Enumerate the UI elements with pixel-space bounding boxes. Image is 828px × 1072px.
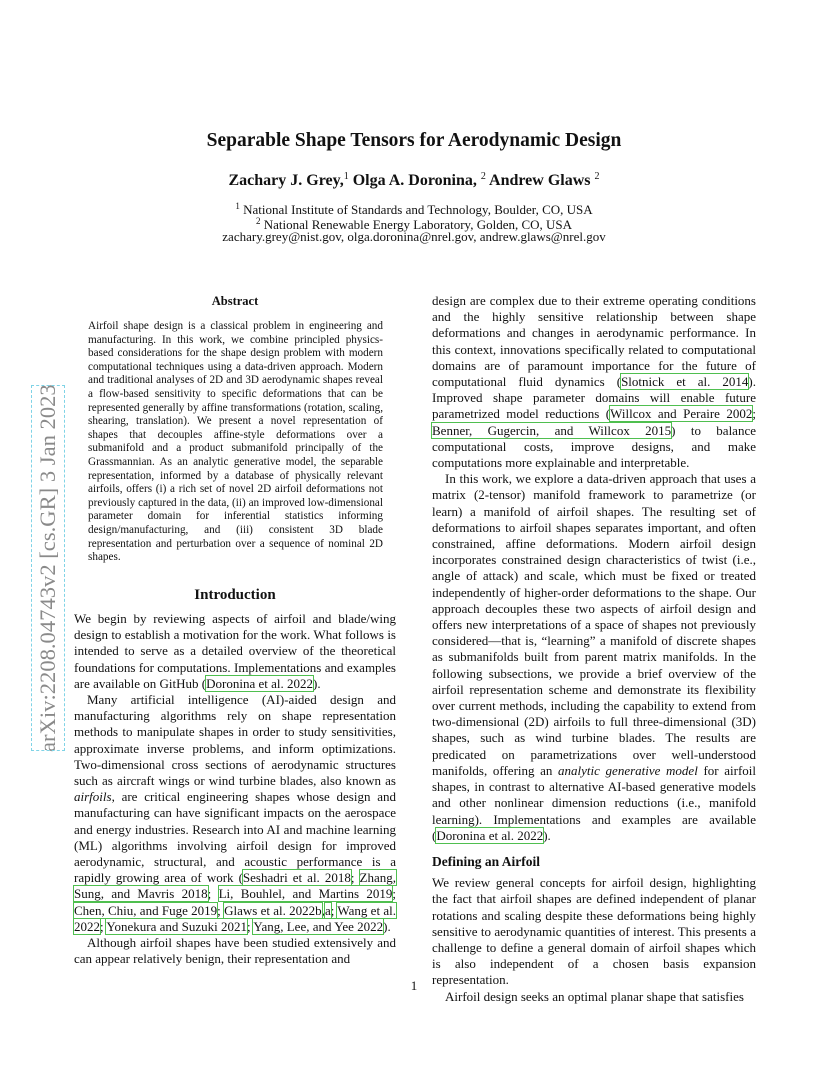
paragraph (432, 471, 756, 844)
citation-link[interactable]: Benner, Gugercin, and Willcox 2015 (432, 422, 672, 438)
text-run: ). Improved shape parameter domains will enable future parametrized model reductions ( (432, 374, 756, 422)
text-run: for airfoil shapes, in contrast to alternative AI-based generative models and other nonlinear dimension reductions (i.e., manifold learning). Implementations and examples are available ( (432, 762, 757, 843)
affiliation-mark: 1 (235, 201, 240, 211)
citation-link[interactable]: Seshadri et al. 2018 (242, 870, 351, 886)
citation-link[interactable]: Li, Bouhlel, and Martins 2019 (218, 886, 393, 902)
introduction-body (74, 611, 396, 967)
citation-link[interactable]: Slotnick et al. 2014 (621, 374, 749, 390)
author-affil-mark: 2 (594, 171, 600, 182)
citation-link[interactable]: Doronina et al. 2022 (206, 675, 313, 691)
text-run: Many artificial intelligence (AI)-aided design and manufacturing algorithms rely on shape representation methods to manipulate shapes in order to study sensitivities, approximate inverse problems, and inform optimizations. Two-dimensional cross sections of aerodynamic structures such as aircraft wings or wind turbine blades, also known as (74, 692, 396, 789)
affiliation-mark: 2 (255, 216, 261, 226)
abstract-body: Airfoil shape design is a classical problem in engineering and manufacturing. In this work, we combine principled physics-based considerations for the shape design problem with modern computational techniques using a data-driven approach. Modern and traditional analyses of 2D and 3D aerodynamic shapes reveal a flow-based sensitivity to specific deformations that can be represented generally by affine transformations (rotation, scaling, shearing, translation). We present a novel representation of shapes that decouples affine-style deformations over a submanifold and a product submanifold principally of the Grassmannian. As an analytic generative model, the separable representation, informed by a database of physically relevant airfoils, offers (i) a rich set of novel 2D airfoil deformations not previously captured in the data, (ii) an improved low-dimensional parameter domain for inferential statistics informing design/manufacturing, and (iii) consistent 3D blade representation and perturbation over a sequence of nominal 2D shapes. (88, 320, 383, 564)
author-name: Zachary J. Grey, (228, 172, 344, 189)
text-run: ) to balance computational costs, improve designs, and make computations more explainable and interpretable. (432, 422, 756, 471)
text-run: ). (313, 675, 321, 691)
right-column-body (432, 293, 756, 1005)
arxiv-id[interactable]: arXiv:2208.04743v2 [cs.GR] 3 Jan 2023 (28, 382, 68, 754)
citation-link[interactable]: Willcox and Peraire 2002 (610, 406, 753, 422)
text-run: design are complex due to their extreme operating conditions and the highly sensitive relationship between shape deformations and changes in aerodynamic performance. In this context, innovations specifically related to computational domains are of paramount importance for the future of computational fluid dynamics ( (432, 293, 756, 390)
paragraph (74, 611, 396, 692)
citation-link[interactable]: Doronina et al. 2022 (436, 827, 544, 843)
author-affil-mark: 2 (480, 171, 486, 182)
author-name: Olga A. Doronina, (352, 172, 477, 189)
page-number: 1 (410, 978, 418, 993)
subsection-heading-defining-an-airfoil: Defining an Airfoil (432, 853, 541, 869)
abstract-heading: Abstract (211, 294, 259, 308)
citation-link[interactable]: Wang et al. 2022 (74, 902, 396, 934)
emphasis: analytic generative model (558, 762, 698, 778)
paragraph: Many artificial intelligence (AI)-aided design and manufacturing algorithms rely on shape representation methods to manipulate shapes in order to study sensitivities, approximate inverse problems, and inform optimizations. Two-dimensional cross sections of aerodynamic structures such as aircraft wings or wind turbine blades, also known as airfoils, are critical engineering shapes whose design and manufacturing can have significant impacts on the aerospace and energy industries. Research into AI and machine learning (ML) algorithms involving airfoil design for improved aerodynamic, structural, and acoustic performance is a rapidly growing area of work (Seshadri et al. 2018; Zhang, Sung, and Mavris 2018; Li, Bouhlel, and Martins 2019; Chen, Chiu, and Fuge 2019; Glaws et al. 2022b,a; Wang et al. 2022; Yonekura and Suzuki 2021; Yang, Lee, and Yee 2022). (74, 692, 396, 934)
citation-link[interactable]: a (324, 902, 331, 918)
paragraph: design are complex due to their extreme operating conditions and the highly sensitive relationship between shape deformations and changes in aerodynamic performance. In this context, innovations specifically related to computational domains are of paramount importance for the future of computational fluid dynamics (Slotnick et al. 2014). Improved shape parameter domains will enable future parametrized model reductions (Willcox and Peraire 2002; Benner, Gugercin, and Willcox 2015) to balance computational costs, improve designs, and make computations more explainable and interpretable. (432, 293, 756, 471)
paragraph: We review general concepts for airfoil design, highlighting the fact that airfoil shapes are defined independent of planar rotations and scaling despite these deformations being highly sensitive to aerodynamic quantities of interest. This presents a challenge to define a general domain of airfoil shapes which is also independent of a chosen basis expansion representation. (432, 875, 756, 988)
text-run: ). (543, 827, 551, 843)
affiliation-text: National Renewable Energy Laboratory, Golden, CO, USA (263, 217, 573, 232)
text-run: In this work, we explore a data-driven approach that uses a matrix (2-tensor) manifold framework to parametrize (or learn) a manifold of airfoil shapes. The resulting set of deformations to airfoil shapes separates important, and often constrained, affine deformations. Modern airfoil design incorporates constrained design characteristics of twist (i.e., angle of attack) and scale, which must be fixed or treated independently of higher-order deformations to the shape. Our approach decouples these two aspects of airfoil design and offers new interpretations of a space of shapes not previously considered—that is, “learning” a manifold of discrete shapes as submanifolds built from parent matrix manifolds. In the following subsections, we provide a brief overview of the airfoil representation scheme and demonstrate its flexibility over current methods, including the capability to extend from two-dimensional (2D) airfoils to full three-dimensional (3D) shapes, such as wind turbine blades. The results are predicated on parametrizations over well-understood manifolds, offering an (432, 471, 756, 778)
paper-title: Separable Shape Tensors for Aerodynamic Design (206, 130, 622, 151)
citation-link[interactable]: Chen, Chiu, and Fuge 2019 (74, 902, 218, 918)
paragraph: Although airfoil shapes have been studied extensively and can appear relatively benign, their representation and (74, 935, 396, 967)
citation-link[interactable]: Yang, Lee, and Yee 2022 (253, 918, 384, 934)
section-heading-introduction: Introduction (194, 587, 276, 603)
author-name: Andrew Glaws (489, 172, 591, 189)
author-emails: zachary.grey@nist.gov, olga.doronina@nrel.gov, andrew.glaws@nrel.gov (222, 229, 606, 244)
citation-link[interactable]: Zhang, Sung, and Mavris 2018 (74, 870, 396, 902)
paragraph: Airfoil design seeks an optimal planar shape that satisfies (445, 988, 744, 1004)
affiliation-text: National Institute of Standards and Technology, Boulder, CO, USA (243, 202, 593, 217)
citation-link[interactable]: Yonekura and Suzuki 2021 (106, 918, 247, 934)
author-list (0, 171, 828, 190)
text-run: , are critical engineering shapes whose design and manufacturing can have significant impacts on the aerospace and energy industries. Research into AI and machine learning (ML) algorithms involving airfoil design for improved aerodynamic, structural, and acoustic performance is a rapidly growing area of work ( (74, 789, 396, 886)
text-run: We begin by reviewing aspects of airfoil and blade/wing design to establish a motivation for the work. What follows is intended to serve as a detailed overview of the theoretical foundations for computations. Implementations and examples are available on GitHub ( (74, 611, 396, 691)
citation-link[interactable]: Glaws et al. 2022b (224, 902, 322, 918)
emphasis: airfoils (74, 789, 112, 805)
author-affil-mark: 1 (343, 171, 349, 182)
arxiv-watermark (8, 268, 60, 754)
